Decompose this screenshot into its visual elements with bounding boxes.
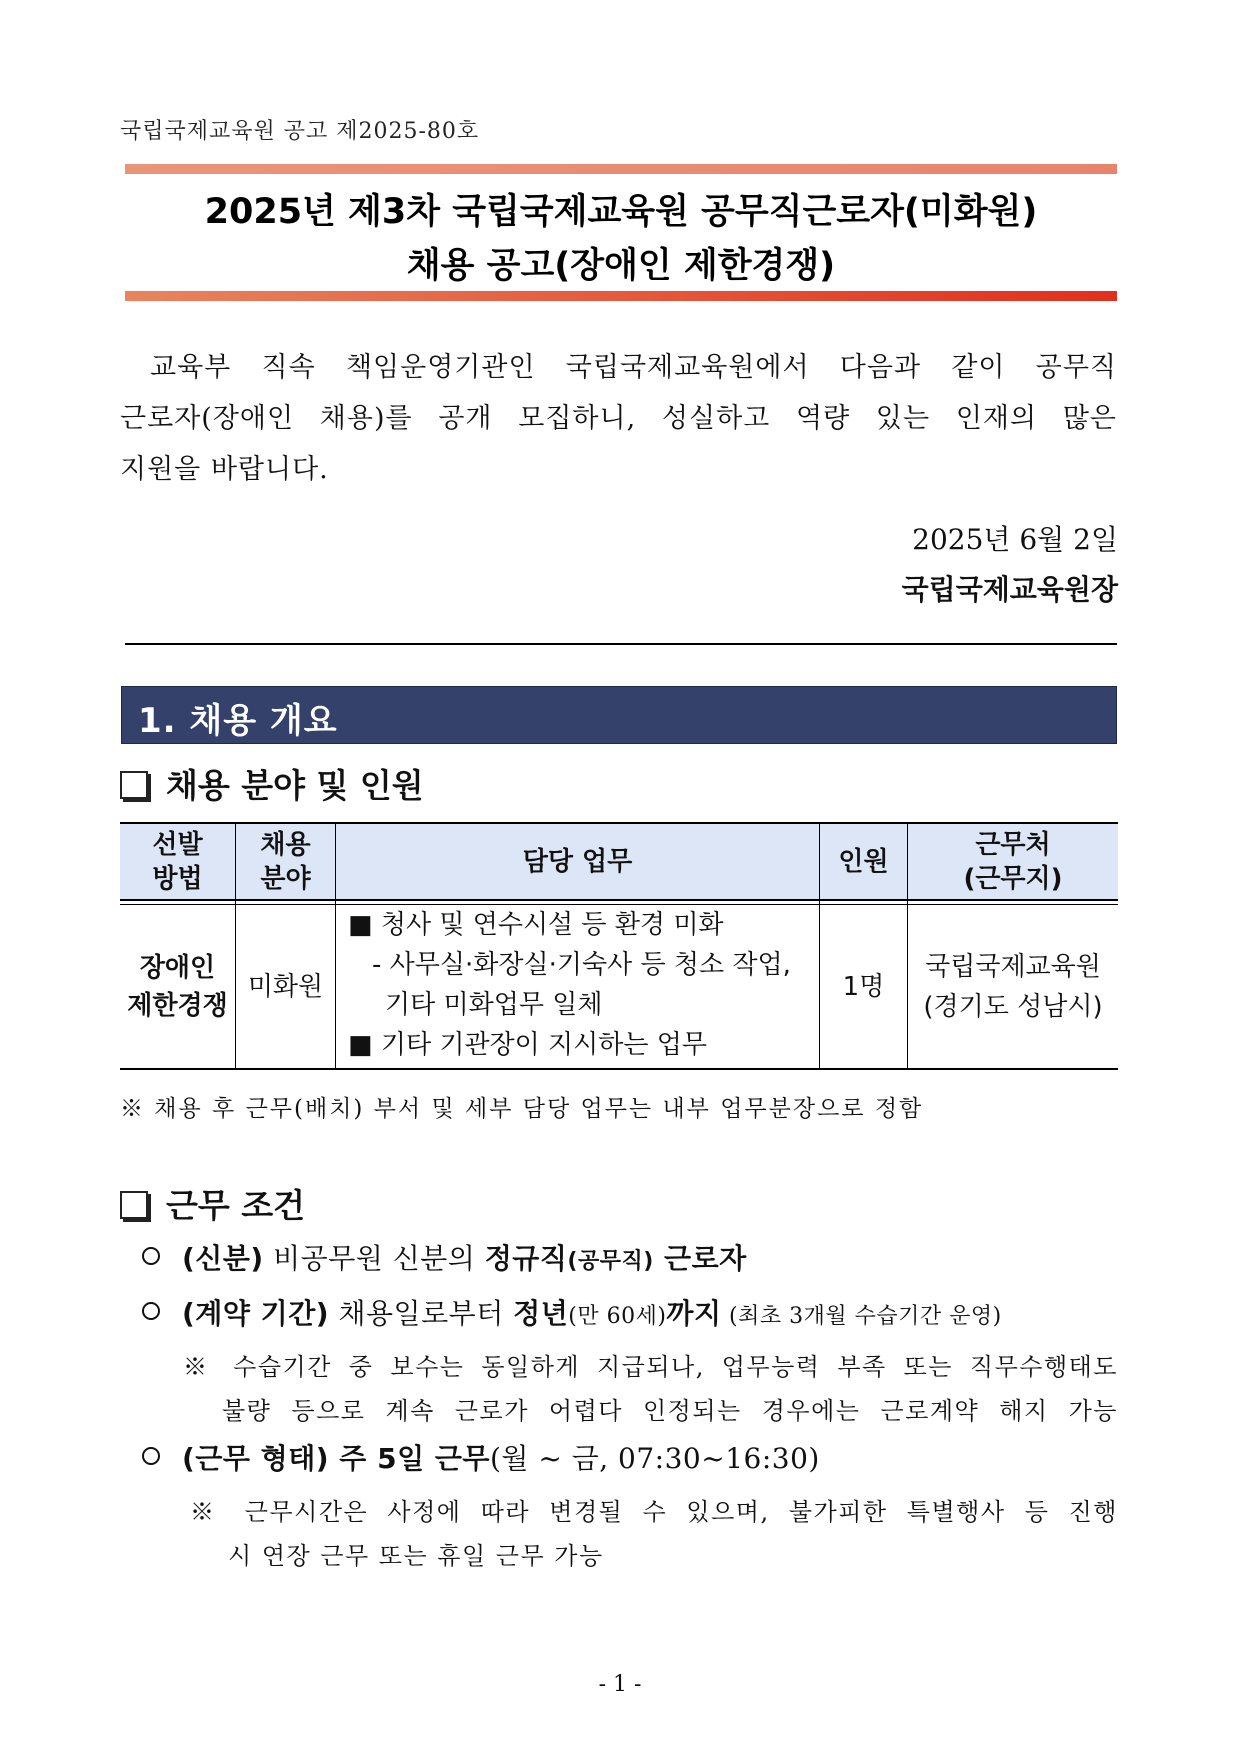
header-recruitment-field xyxy=(236,824,335,899)
duty-item-1: ■ 청사 및 연수시설 등 환경 미화 xyxy=(348,910,724,940)
table-bottom-border xyxy=(120,1068,1118,1070)
page-number: - 1 - xyxy=(598,1672,642,1697)
condition-text-small: (만 60세) xyxy=(568,1304,667,1329)
notice-date: 2025년 6월 2일 xyxy=(912,523,1118,556)
divider xyxy=(125,643,1117,645)
header-text: 분야 xyxy=(260,863,311,894)
section-title: 1. 채용 개요 xyxy=(138,701,338,741)
cell-recruitment-field: 미화원 xyxy=(247,972,324,1002)
hours-note-line-1: ※ 근무시간은 사정에 따라 변경될 수 있으며, 불가피한 특별행사 등 진행 xyxy=(190,1498,1118,1526)
condition-emphasis: 정규직 xyxy=(484,1242,568,1275)
hours-note-line-2: 시 연장 근무 또는 휴일 근무 가능 xyxy=(228,1542,604,1570)
title-bottom-bar xyxy=(125,291,1117,301)
cell-text: 제한경쟁 xyxy=(127,991,228,1021)
cell-text: 장애인 xyxy=(139,953,216,983)
header-workplace xyxy=(908,824,1118,899)
table-header-border xyxy=(120,899,1118,901)
condition-label: (신분) xyxy=(182,1242,264,1275)
condition-emphasis: 근로자 xyxy=(653,1242,747,1275)
condition-work-form xyxy=(142,1437,820,1477)
subheading-text: 근무 조건 xyxy=(166,1186,306,1225)
header-text: 선발 xyxy=(152,829,203,860)
subheading-recruitment-fields xyxy=(120,760,424,807)
document-title-line-2: 채용 공고(장애인 제한경쟁) xyxy=(406,246,836,286)
header-selection-method xyxy=(120,824,235,899)
subheading-text: 채용 분야 및 인원 xyxy=(166,766,424,805)
cell-headcount: 1명 xyxy=(842,972,885,1002)
intro-text-line-3: 지원을 바랍니다. xyxy=(120,454,329,485)
checkbox-bullet-icon xyxy=(120,771,148,799)
header-text: 근무처 xyxy=(975,829,1051,860)
intro-text-line-2: 근로자(장애인 채용)를 공개 모집하니, 성실하고 역량 있는 인재의 많은 xyxy=(120,403,1117,434)
probation-note-line-1: ※ 수습기간 중 보수는 동일하게 지급되나, 업무능력 부족 또는 직무수행태도 xyxy=(183,1353,1118,1381)
condition-label: (계약 기간) xyxy=(182,1297,330,1330)
header-duties: 담당 업무 xyxy=(522,846,633,877)
document-title-line-1: 2025년 제3차 국립국제교육원 공무직근로자(미화원) xyxy=(204,192,1038,232)
intro-text-line-1: 교육부 직속 책임운영기관인 국립국제교육원에서 다음과 같이 공무직 xyxy=(150,352,1117,383)
title-top-bar xyxy=(125,164,1117,174)
circle-bullet-icon xyxy=(142,1247,160,1265)
condition-text-small: (최초 3개월 수습기간 운영) xyxy=(721,1304,1002,1329)
notice-number: 국립국제교육원 공고 제2025-80호 xyxy=(120,119,480,144)
probation-note-line-2: 불량 등으로 계속 근로가 어렵다 인정되는 경우에는 근로계약 해지 가능 xyxy=(222,1397,1118,1425)
checkbox-bullet-icon xyxy=(120,1191,148,1219)
condition-text: 채용일로부터 xyxy=(329,1297,514,1330)
condition-status xyxy=(142,1237,747,1277)
recruitment-table xyxy=(120,822,1118,1072)
duty-item-2: ■ 기타 기관장이 지시하는 업무 xyxy=(348,1030,708,1060)
section-header xyxy=(121,686,1117,744)
cell-workplace xyxy=(908,906,1118,1068)
condition-emphasis: 까지 xyxy=(666,1297,722,1330)
cell-selection-method xyxy=(120,906,235,1068)
header-headcount: 인원 xyxy=(838,846,889,877)
condition-emphasis: 주 5일 근무 xyxy=(329,1442,490,1475)
condition-emphasis-small: (공무직) xyxy=(567,1249,654,1274)
cell-text: (경기도 성남시) xyxy=(923,992,1103,1022)
duty-subitem-2: 기타 미화업무 일체 xyxy=(385,990,603,1020)
condition-contract-period xyxy=(142,1292,1002,1332)
condition-label: (근무 형태) xyxy=(182,1442,330,1475)
issuer: 국립국제교육원장 xyxy=(901,573,1118,606)
circle-bullet-icon xyxy=(142,1302,160,1320)
cell-text: 국립국제교육원 xyxy=(925,952,1101,982)
condition-text: 비공무원 신분의 xyxy=(263,1242,485,1275)
header-text: (근무지) xyxy=(963,863,1063,894)
circle-bullet-icon xyxy=(142,1447,160,1465)
header-text: 방법 xyxy=(152,863,203,894)
condition-text: (월 ~ 금, 07:30~16:30) xyxy=(489,1442,820,1475)
table-footnote: ※ 채용 후 근무(배치) 부서 및 세부 담당 업무는 내부 업무분장으로 정함 xyxy=(120,1096,924,1122)
duty-subitem-1: - 사무실·화장실·기숙사 등 청소 작업, xyxy=(372,950,791,980)
subheading-work-conditions xyxy=(120,1180,305,1227)
condition-emphasis: 정년 xyxy=(513,1297,569,1330)
header-text: 채용 xyxy=(260,829,311,860)
